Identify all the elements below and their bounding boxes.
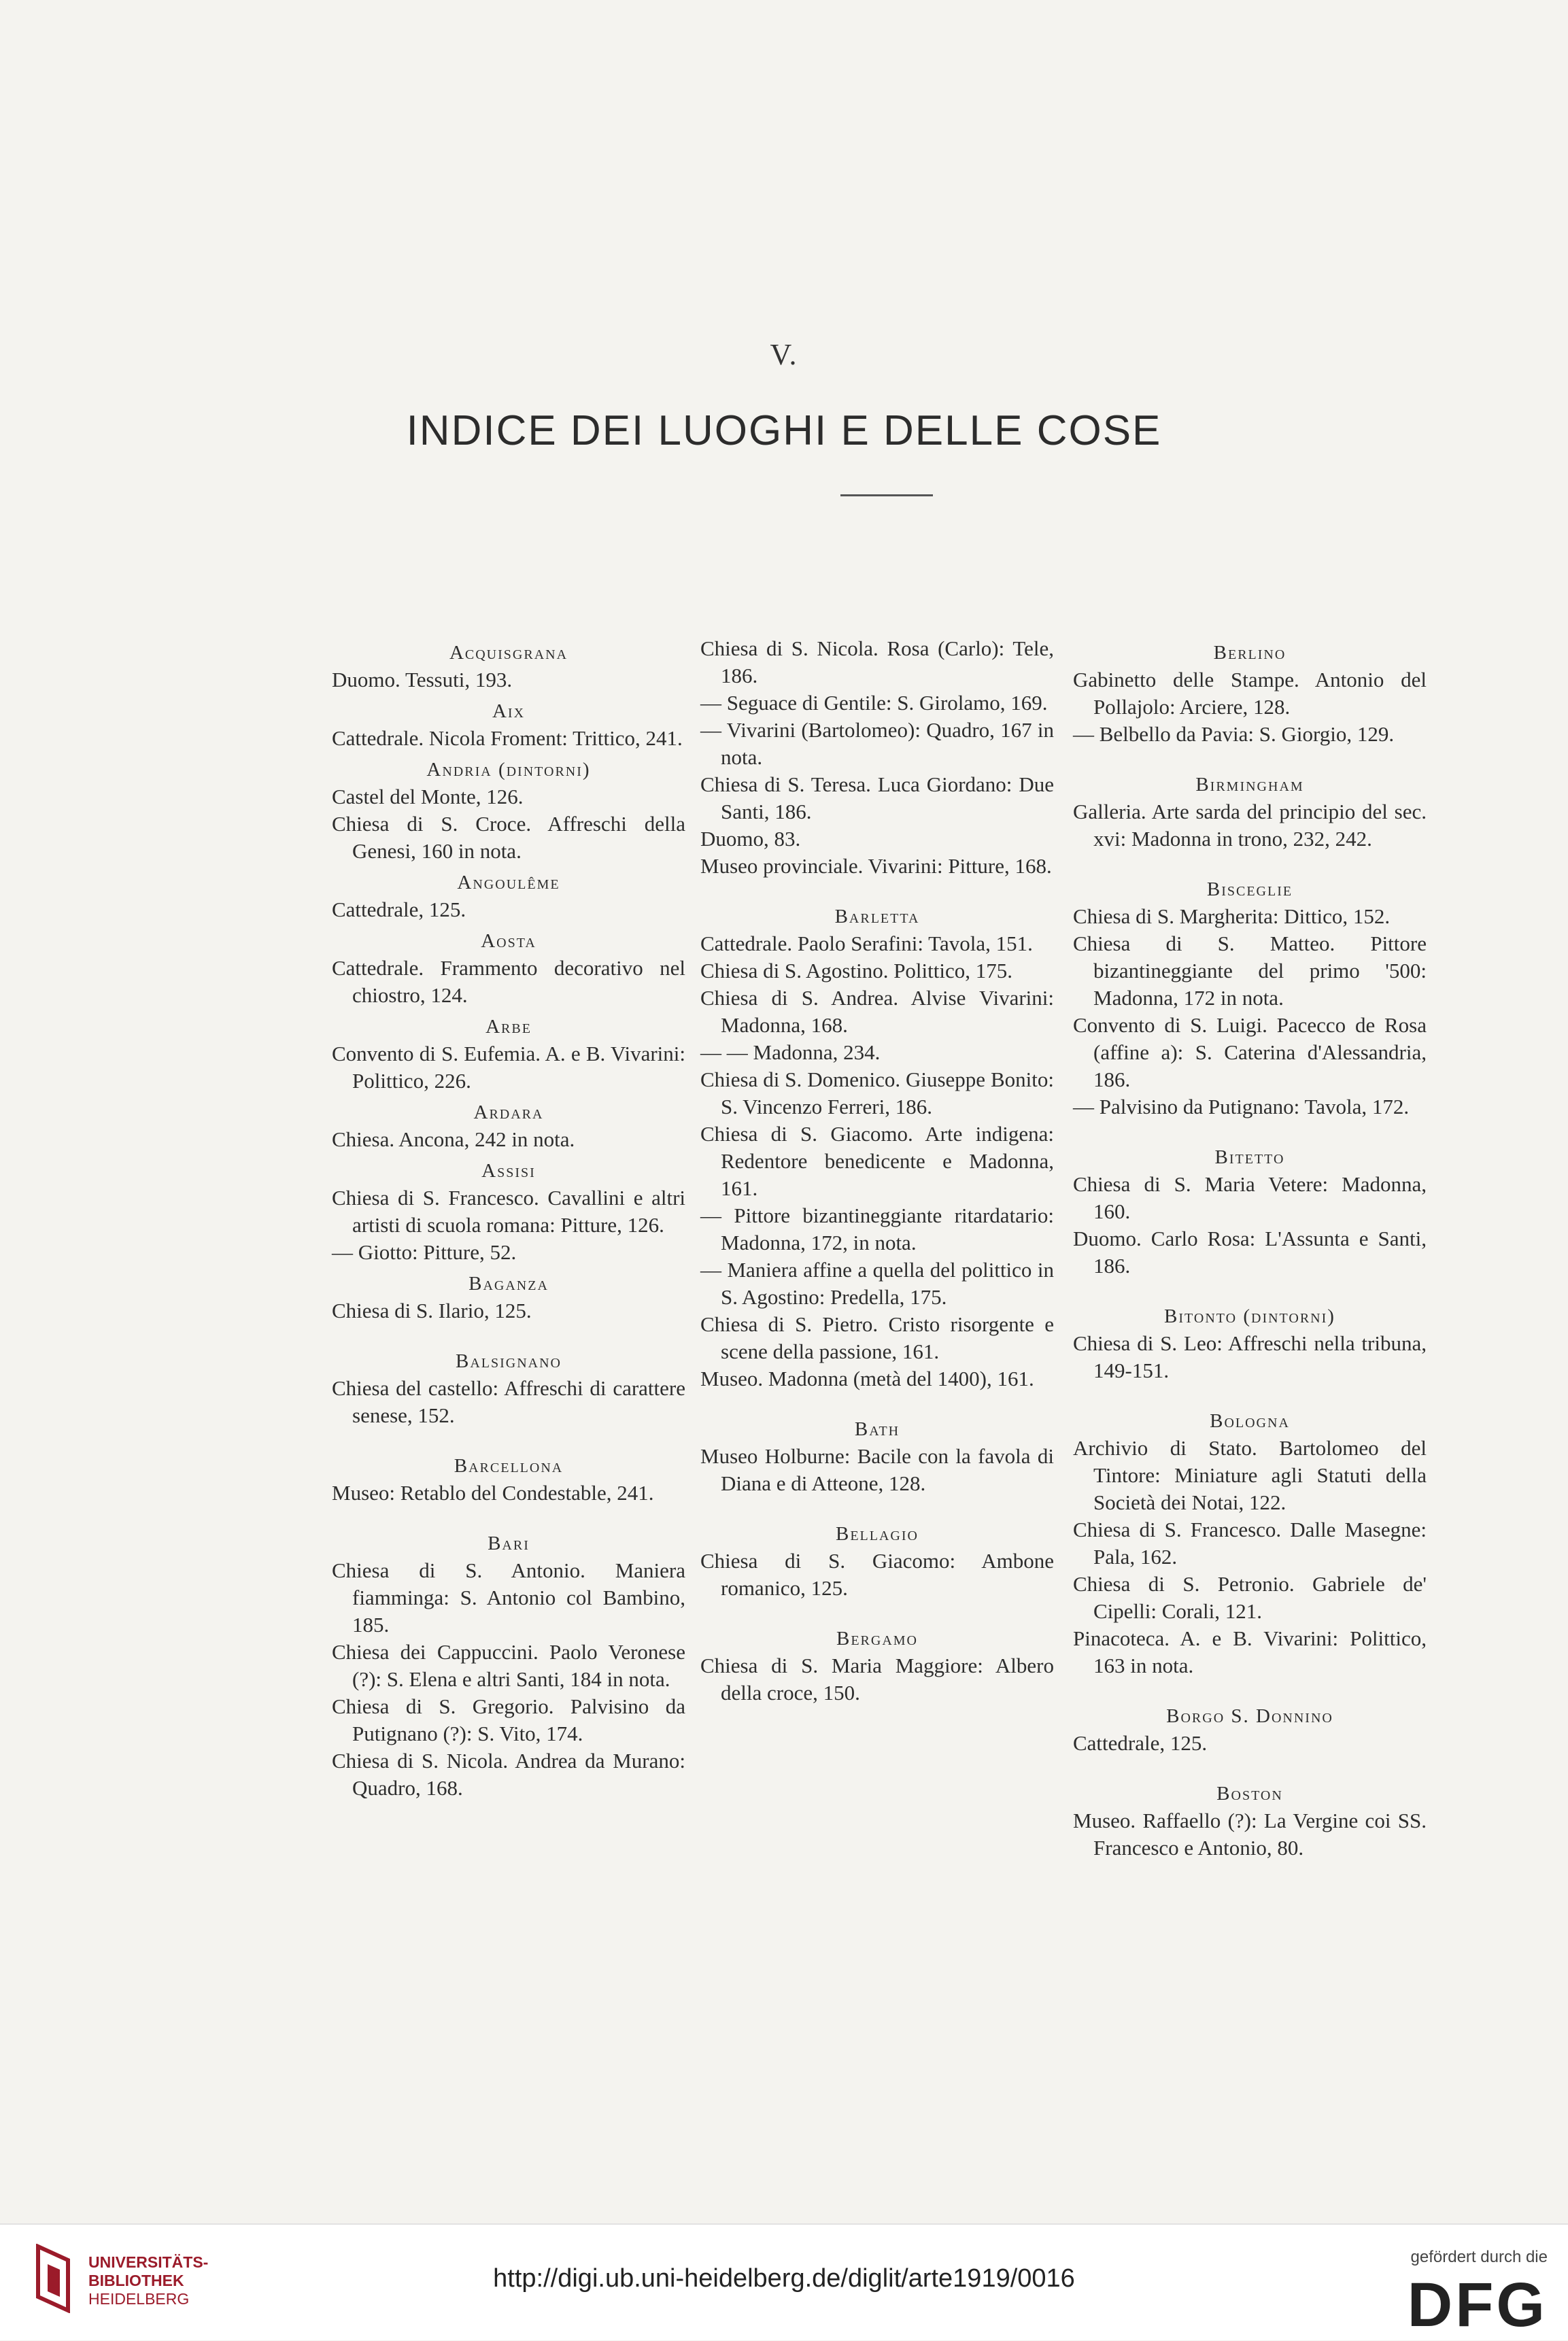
index-entry: Convento di S. Eufemia. A. e B. Vivarini: Polittico, 226. bbox=[332, 1042, 685, 1093]
index-entry: Cattedrale, 125. bbox=[1073, 1731, 1208, 1755]
index-column-2 bbox=[700, 635, 1054, 1707]
index-column-1 bbox=[332, 635, 685, 1802]
index-heading: Ardara bbox=[473, 1101, 544, 1123]
library-name-line-3: HEIDELBERG bbox=[88, 2290, 190, 2308]
index-entry: Museo. Madonna (metà del 1400), 161. bbox=[700, 1367, 1034, 1390]
index-heading: Aix bbox=[492, 700, 526, 722]
index-heading: Barcellona bbox=[454, 1455, 564, 1477]
index-entry: — Belbello da Pavia: S. Giorgio, 129. bbox=[1073, 722, 1395, 746]
index-entry: Chiesa. Ancona, 242 in nota. bbox=[332, 1127, 575, 1151]
index-entry: Cattedrale. Nicola Froment: Trittico, 241. bbox=[332, 726, 683, 750]
index-entry: — Maniera affine a quella del polittico in S. Agostino: Predella, 175. bbox=[700, 1258, 1054, 1309]
index-heading: Arbe bbox=[485, 1016, 532, 1038]
index-entry: Convento di S. Luigi. Pacecco de Rosa (affine a): S. Caterina d'Alessandria, 186. bbox=[1073, 1013, 1427, 1091]
index-entry: Museo. Raffaello (?): La Vergine coi SS. Francesco e Antonio, 80. bbox=[1073, 1809, 1427, 1860]
index-entry: Chiesa di S. Pietro. Cristo risorgente e scene della passione, 161. bbox=[700, 1312, 1054, 1363]
index-entry: Chiesa di S. Ilario, 125. bbox=[332, 1299, 532, 1322]
funding-caption: gefördert durch die bbox=[1410, 2248, 1548, 2266]
index-heading: Birmingham bbox=[1195, 774, 1304, 796]
index-entry: Chiesa di S. Margherita: Dittico, 152. bbox=[1073, 904, 1391, 928]
index-heading: Bitonto (dintorni) bbox=[1164, 1305, 1335, 1327]
index-entry: — Pittore bizantineggiante ritardatario: Madonna, 172, in nota. bbox=[700, 1203, 1054, 1254]
section-numeral: V. bbox=[770, 338, 798, 371]
index-column-3 bbox=[1073, 635, 1427, 1862]
index-entry: Chiesa di S. Francesco. Dalle Masegne: Pala, 162. bbox=[1073, 1518, 1427, 1569]
index-heading: Boston bbox=[1216, 1783, 1283, 1805]
index-entry: Chiesa di S. Croce. Affreschi della Genesi, 160 in nota. bbox=[332, 812, 685, 863]
index-entry: Chiesa di S. Andrea. Alvise Vivarini: Madonna, 168. bbox=[700, 986, 1054, 1037]
index-entry: Chiesa del castello: Affreschi di carattere senese, 152. bbox=[332, 1376, 685, 1427]
index-heading: Bellagio bbox=[836, 1523, 919, 1545]
index-entry: Chiesa di S. Maria Maggiore: Albero della croce, 150. bbox=[700, 1654, 1054, 1705]
index-entry: — Vivarini (Bartolomeo): Quadro, 167 in nota. bbox=[700, 718, 1054, 769]
index-heading: Angoulême bbox=[457, 872, 560, 893]
index-heading: Balsignano bbox=[455, 1350, 562, 1372]
index-heading: Acquisgrana bbox=[449, 642, 568, 664]
index-entry: Chiesa di S. Antonio. Maniera fiamminga: S. Antonio col Bambino, 185. bbox=[332, 1558, 685, 1637]
index-entry: — Giotto: Pitture, 52. bbox=[332, 1240, 517, 1264]
index-entry: Chiesa di S. Leo: Affreschi nella tribuna, 149-151. bbox=[1073, 1331, 1427, 1382]
index-entry: Chiesa di S. Francesco. Cavallini e altri artisti di scuola romana: Pitture, 126. bbox=[332, 1186, 685, 1237]
index-heading: Assisi bbox=[481, 1160, 536, 1182]
viewer-footer bbox=[0, 2223, 1568, 2340]
permalink-url[interactable]: http://digi.ub.uni-heidelberg.de/diglit/arte1919/0016 bbox=[493, 2264, 1075, 2293]
index-entry: — Palvisino da Putignano: Tavola, 172. bbox=[1073, 1095, 1410, 1118]
index-heading: Andria (dintorni) bbox=[426, 759, 591, 781]
page-title: INDICE DEI LUOGHI E DELLE COSE bbox=[406, 407, 1162, 454]
index-heading: Aosta bbox=[481, 930, 536, 952]
index-entry: Museo provinciale. Vivarini: Pitture, 168. bbox=[700, 854, 1052, 878]
index-entry: Duomo, 83. bbox=[700, 827, 801, 851]
index-heading: Baganza bbox=[468, 1273, 549, 1295]
index-entry: Museo Holburne: Bacile con la favola di Diana e di Atteone, 128. bbox=[700, 1444, 1054, 1495]
title-divider bbox=[840, 494, 933, 496]
index-entry: Chiesa di S. Agostino. Polittico, 175. bbox=[700, 959, 1013, 982]
index-entry: Chiesa di S. Domenico. Giuseppe Bonito: S. Vincenzo Ferreri, 186. bbox=[700, 1067, 1054, 1118]
index-entry: Galleria. Arte sarda del principio del sec. xvi: Madonna in trono, 232, 242. bbox=[1073, 800, 1427, 851]
index-entry: Duomo. Carlo Rosa: L'Assunta e Santi, 186. bbox=[1073, 1227, 1427, 1278]
index-entry: Chiesa di S. Teresa. Luca Giordano: Due Santi, 186. bbox=[700, 772, 1054, 823]
dfg-logo: DFG bbox=[1407, 2270, 1548, 2340]
index-entry: Cattedrale, 125. bbox=[332, 898, 466, 921]
index-entry: Gabinetto delle Stampe. Antonio del Pollajolo: Arciere, 128. bbox=[1073, 668, 1427, 719]
index-entry: Cattedrale. Frammento decorativo nel chiostro, 124. bbox=[332, 956, 685, 1007]
index-heading: Bisceglie bbox=[1206, 878, 1293, 900]
index-entry: Archivio di Stato. Bartolomeo del Tintore: Miniature agli Statuti della Società dei Notai, 122. bbox=[1073, 1436, 1427, 1514]
index-entry: — — Madonna, 234. bbox=[700, 1040, 881, 1064]
index-entry: — Seguace di Gentile: S. Girolamo, 169. bbox=[700, 691, 1048, 715]
index-heading: Barletta bbox=[834, 906, 920, 927]
index-entry: Chiesa di S. Petronio. Gabriele de' Cipelli: Corali, 121. bbox=[1073, 1572, 1427, 1623]
index-entry: Chiesa di S. Giacomo: Ambone romanico, 125. bbox=[700, 1549, 1054, 1600]
index-entry: Chiesa di S. Maria Vetere: Madonna, 160. bbox=[1073, 1172, 1427, 1223]
index-entry: Chiesa di S. Nicola. Rosa (Carlo): Tele, 186. bbox=[700, 636, 1054, 687]
index-heading: Bologna bbox=[1210, 1410, 1290, 1432]
index-entry: Chiesa dei Cappuccini. Paolo Veronese (?): S. Elena e altri Santi, 184 in nota. bbox=[332, 1640, 685, 1691]
library-name-line-1: UNIVERSITÄTS- bbox=[88, 2253, 209, 2271]
index-entry: Chiesa di S. Giacomo. Arte indigena: Redentore benedicente e Madonna, 161. bbox=[700, 1122, 1054, 1200]
index-heading: Borgo S. Donnino bbox=[1166, 1705, 1333, 1727]
index-entry: Duomo. Tessuti, 193. bbox=[332, 668, 513, 691]
index-entry: Chiesa di S. Matteo. Pittore bizantineggiante del primo '500: Madonna, 172 in nota. bbox=[1073, 932, 1427, 1010]
index-entry: Cattedrale. Paolo Serafini: Tavola, 151. bbox=[700, 932, 1033, 955]
index-entry: Chiesa di S. Nicola. Andrea da Murano: Quadro, 168. bbox=[332, 1749, 685, 1800]
index-heading: Berlino bbox=[1213, 642, 1286, 664]
index-heading: Bath bbox=[854, 1418, 900, 1440]
library-name-line-2: BIBLIOTHEK bbox=[88, 2272, 184, 2289]
index-entry: Museo: Retablo del Condestable, 241. bbox=[332, 1481, 654, 1505]
index-entry: Pinacoteca. A. e B. Vivarini: Polittico, 163 in nota. bbox=[1073, 1626, 1427, 1677]
index-heading: Bitetto bbox=[1214, 1146, 1285, 1168]
index-entry: Chiesa di S. Gregorio. Palvisino da Putignano (?): S. Vito, 174. bbox=[332, 1694, 685, 1745]
index-heading: Bari bbox=[488, 1533, 530, 1554]
index-heading: Bergamo bbox=[836, 1628, 918, 1650]
index-entry: Castel del Monte, 126. bbox=[332, 785, 524, 808]
